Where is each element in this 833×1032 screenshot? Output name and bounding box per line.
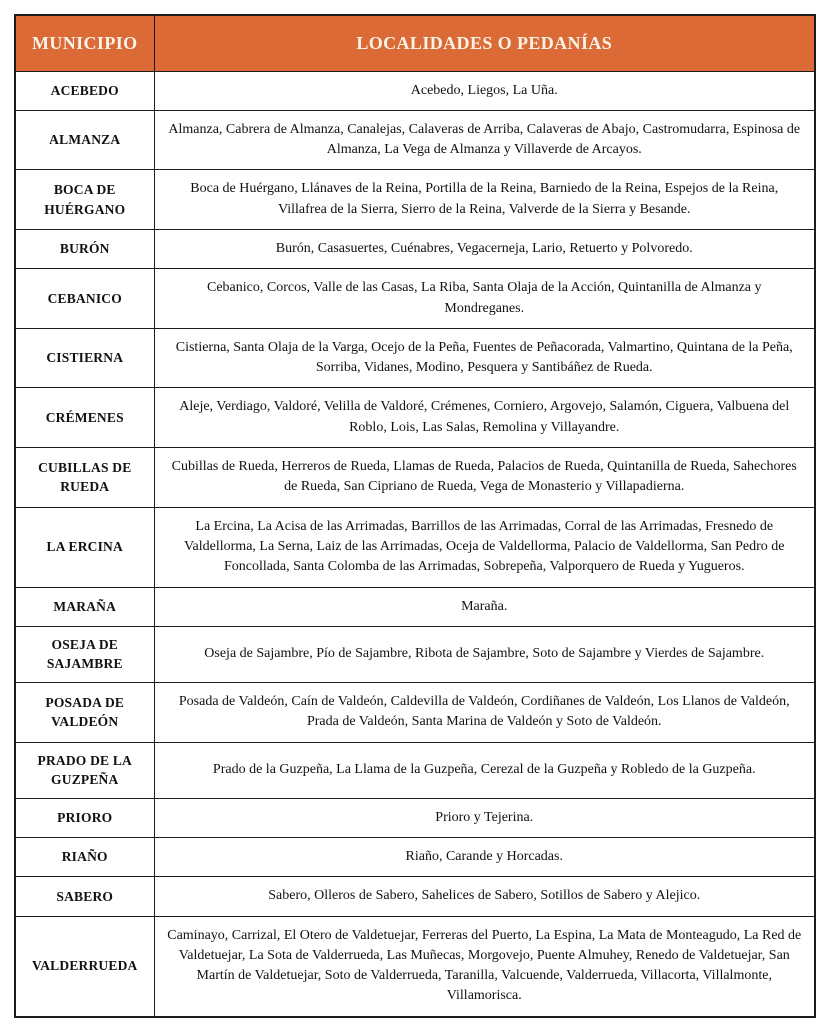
- table-row: [15, 170, 815, 230]
- municipios-localidades-table: [14, 14, 816, 1018]
- municipio-column-header: MUNICIPIO: [15, 15, 154, 71]
- localidades-cell: Maraña.: [154, 587, 815, 626]
- municipio-cell: MARAÑA: [15, 587, 154, 626]
- municipio-cell: CRÉMENES: [15, 388, 154, 448]
- municipio-cell: SABERO: [15, 877, 154, 916]
- municipio-cell: OSEJA DE SAJAMBRE: [15, 626, 154, 682]
- municipio-cell: RIAÑO: [15, 837, 154, 876]
- localidades-cell: Posada de Valdeón, Caín de Valdeón, Caldevilla de Valdeón, Cordiñanes de Valdeón, Los Llanos de Valdeón, Prada de Valdeón, Santa Marina de Valdeón y Soto de Valdeón.: [154, 682, 815, 742]
- table-row: [15, 877, 815, 916]
- localidades-cell: Cistierna, Santa Olaja de la Varga, Ocejo de la Peña, Fuentes de Peñacorada, Valmartino, Quintana de la Peña, Sorriba, Vidanes, Modino, Pesquera y Santibáñez de Rueda.: [154, 328, 815, 388]
- municipio-cell: POSADA DE VALDEÓN: [15, 682, 154, 742]
- localidades-cell: Burón, Casasuertes, Cuénabres, Vegacerneja, Lario, Retuerto y Polvoredo.: [154, 229, 815, 268]
- localidades-cell: Aleje, Verdiago, Valdoré, Velilla de Valdoré, Crémenes, Corniero, Argovejo, Salamón, Ciguera, Valbuena del Roblo, Lois, Las Salas, Remolina y Villayandre.: [154, 388, 815, 448]
- municipio-cell: LA ERCINA: [15, 507, 154, 587]
- table-row: [15, 448, 815, 508]
- localidades-cell: Almanza, Cabrera de Almanza, Canalejas, Calaveras de Arriba, Calaveras de Abajo, Castromudarra, Espinosa de Almanza, La Vega de Almanza y Villaverde de Arcayos.: [154, 110, 815, 170]
- municipio-cell: ACEBEDO: [15, 71, 154, 110]
- localidades-column-header: LOCALIDADES O PEDANÍAS: [154, 15, 815, 71]
- table-row: [15, 742, 815, 798]
- localidades-cell: Cubillas de Rueda, Herreros de Rueda, Llamas de Rueda, Palacios de Rueda, Quintanilla de Rueda, Sahechores de Rueda, San Cipriano de Rueda, Vega de Monasterio y Villapadierna.: [154, 448, 815, 508]
- municipio-cell: CISTIERNA: [15, 328, 154, 388]
- localidades-cell: Riaño, Carande y Horcadas.: [154, 837, 815, 876]
- table-row: [15, 388, 815, 448]
- localidades-cell: Acebedo, Liegos, La Uña.: [154, 71, 815, 110]
- localidades-cell: Prado de la Guzpeña, La Llama de la Guzpeña, Cerezal de la Guzpeña y Robledo de la Guzpeña.: [154, 742, 815, 798]
- localidades-cell: Cebanico, Corcos, Valle de las Casas, La Riba, Santa Olaja de la Acción, Quintanilla de Almanza y Mondreganes.: [154, 269, 815, 329]
- localidades-cell: Sabero, Olleros de Sabero, Sahelices de Sabero, Sotillos de Sabero y Alejico.: [154, 877, 815, 916]
- localidades-cell: Prioro y Tejerina.: [154, 798, 815, 837]
- municipio-cell: PRADO DE LA GUZPEÑA: [15, 742, 154, 798]
- municipio-cell: BOCA DE HUÉRGANO: [15, 170, 154, 230]
- municipio-cell: CUBILLAS DE RUEDA: [15, 448, 154, 508]
- table-row: [15, 626, 815, 682]
- municipio-cell: VALDERRUEDA: [15, 916, 154, 1017]
- table-row: [15, 269, 815, 329]
- table-row: [15, 916, 815, 1017]
- municipio-cell: CEBANICO: [15, 269, 154, 329]
- municipio-cell: BURÓN: [15, 229, 154, 268]
- table-row: [15, 587, 815, 626]
- localidades-cell: Boca de Huérgano, Llánaves de la Reina, Portilla de la Reina, Barniedo de la Reina, Espejos de la Reina, Villafrea de la Sierra, Sierro de la Reina, Valverde de la Sierra y Besande.: [154, 170, 815, 230]
- table-row: [15, 71, 815, 110]
- table-row: [15, 837, 815, 876]
- localidades-cell: Oseja de Sajambre, Pío de Sajambre, Ribota de Sajambre, Soto de Sajambre y Vierdes de Sajambre.: [154, 626, 815, 682]
- header-row: [15, 15, 815, 71]
- table-row: [15, 328, 815, 388]
- municipio-cell: ALMANZA: [15, 110, 154, 170]
- localidades-cell: La Ercina, La Acisa de las Arrimadas, Barrillos de las Arrimadas, Corral de las Arrimadas, Fresnedo de Valdellorma, La Serna, Laiz de las Arrimadas, Oceja de Valdellorma, Palacio de Valdellorma, San Pedro de Foncollada, Santa Colomba de las Arrimadas, Sobrepeña, Valporquero de Rueda y Yugueros.: [154, 507, 815, 587]
- table-row: [15, 507, 815, 587]
- table-row: [15, 229, 815, 268]
- table-row: [15, 682, 815, 742]
- table-row: [15, 110, 815, 170]
- municipio-cell: PRIORO: [15, 798, 154, 837]
- table-row: [15, 798, 815, 837]
- localidades-cell: Caminayo, Carrizal, El Otero de Valdetuejar, Ferreras del Puerto, La Espina, La Mata de Monteagudo, La Red de Valdetuejar, La Sota de Valderrueda, Las Muñecas, Morgovejo, Puente Almuhey, Renedo de Valdetuejar, San Martín de Valdetuejar, Soto de Valderrueda, Taranilla, Valcuende, Valderrueda, Villacorta, Villalmonte, Villamorisca.: [154, 916, 815, 1017]
